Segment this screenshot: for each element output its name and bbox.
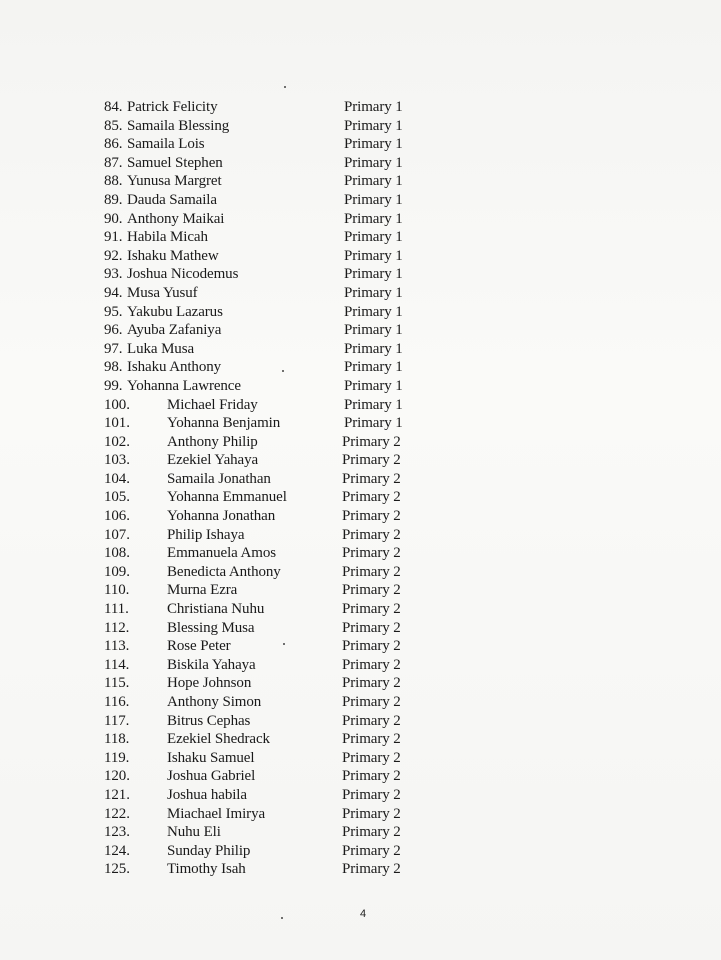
pupil-name: Sunday Philip bbox=[167, 842, 251, 859]
class-level: Primary 2 bbox=[342, 489, 401, 506]
scan-speck bbox=[281, 917, 283, 919]
class-level: Primary 1 bbox=[344, 247, 403, 264]
entry-number: 125. bbox=[104, 861, 130, 878]
class-level: Primary 1 bbox=[344, 117, 403, 134]
pupil-name: Christiana Nuhu bbox=[167, 601, 265, 618]
class-level: Primary 1 bbox=[344, 191, 403, 208]
class-level: Primary 2 bbox=[342, 712, 401, 729]
list-item bbox=[0, 321, 721, 340]
entry-number: 86. bbox=[104, 136, 123, 153]
list-item bbox=[0, 98, 721, 117]
class-level: Primary 2 bbox=[342, 824, 401, 841]
entry-number: 113. bbox=[104, 638, 130, 655]
entry-number: 123. bbox=[104, 824, 130, 841]
list-item bbox=[0, 414, 721, 433]
pupil-name: Ezekiel Yahaya bbox=[167, 452, 259, 469]
list-item bbox=[0, 730, 721, 749]
pupil-name: Miachael Imirya bbox=[167, 805, 266, 822]
list-item bbox=[0, 228, 721, 247]
class-level: Primary 2 bbox=[342, 805, 401, 822]
pupil-name: Samaila Lois bbox=[127, 136, 205, 153]
list-item bbox=[0, 433, 721, 452]
pupil-name: Rose Peter bbox=[167, 638, 231, 655]
pupil-name: Bitrus Cephas bbox=[167, 712, 251, 729]
list-item bbox=[0, 451, 721, 470]
entry-number: 94. bbox=[104, 284, 123, 301]
list-item bbox=[0, 693, 721, 712]
pupil-name: Ishaku Samuel bbox=[167, 749, 255, 766]
pupil-name: Dauda Samaila bbox=[127, 191, 217, 208]
list-item bbox=[0, 340, 721, 359]
entry-number: 91. bbox=[104, 229, 123, 246]
pupil-name: Musa Yusuf bbox=[127, 284, 198, 301]
list-item bbox=[0, 210, 721, 229]
pupil-name: Yohanna Lawrence bbox=[127, 377, 241, 394]
entry-number: 122. bbox=[104, 805, 130, 822]
class-level: Primary 1 bbox=[344, 136, 403, 153]
entry-number: 99. bbox=[104, 377, 123, 394]
list-item bbox=[0, 135, 721, 154]
class-level: Primary 1 bbox=[344, 322, 403, 339]
list-item bbox=[0, 470, 721, 489]
list-item bbox=[0, 656, 721, 675]
list-item bbox=[0, 488, 721, 507]
entry-number: 115. bbox=[104, 675, 130, 692]
pupil-name: Luka Musa bbox=[127, 340, 195, 357]
class-level: Primary 2 bbox=[342, 619, 401, 636]
class-level: Primary 2 bbox=[342, 656, 401, 673]
entry-number: 95. bbox=[104, 303, 123, 320]
pupil-name: Habila Micah bbox=[127, 229, 208, 246]
class-level: Primary 1 bbox=[344, 396, 403, 413]
pupil-name: Joshua Gabriel bbox=[167, 768, 256, 785]
entry-number: 104. bbox=[104, 470, 130, 487]
class-level: Primary 1 bbox=[344, 229, 403, 246]
class-level: Primary 1 bbox=[344, 154, 403, 171]
class-level: Primary 1 bbox=[344, 303, 403, 320]
pupil-name: Anthony Maikai bbox=[127, 210, 225, 227]
page-number: 4 bbox=[360, 908, 367, 920]
entry-number: 97. bbox=[104, 340, 123, 357]
entry-number: 120. bbox=[104, 768, 130, 785]
list-item bbox=[0, 823, 721, 842]
list-item bbox=[0, 247, 721, 266]
list-item bbox=[0, 154, 721, 173]
list-item bbox=[0, 749, 721, 768]
class-level: Primary 1 bbox=[344, 415, 403, 432]
pupil-name: Michael Friday bbox=[167, 396, 258, 413]
pupil-name: Murna Ezra bbox=[167, 582, 238, 599]
list-item bbox=[0, 358, 721, 377]
pupil-name: Samaila Jonathan bbox=[167, 470, 271, 487]
entry-number: 106. bbox=[104, 508, 130, 525]
class-level: Primary 2 bbox=[342, 433, 401, 450]
entry-number: 98. bbox=[104, 359, 123, 376]
entry-number: 116. bbox=[104, 694, 130, 710]
pupil-name: Philip Ishaya bbox=[167, 526, 245, 543]
pupil-name: Timothy Isah bbox=[167, 861, 246, 878]
class-level: Primary 1 bbox=[344, 359, 403, 376]
entry-number: 121. bbox=[104, 786, 130, 803]
pupil-name: Nuhu Eli bbox=[167, 824, 221, 841]
class-level: Primary 2 bbox=[342, 675, 401, 692]
class-level: Primary 2 bbox=[342, 508, 401, 525]
entry-number: 96. bbox=[104, 322, 123, 339]
list-item bbox=[0, 860, 721, 879]
pupil-name: Ezekiel Shedrack bbox=[167, 731, 270, 748]
class-level: Primary 1 bbox=[344, 284, 403, 301]
entry-number: 100. bbox=[104, 396, 130, 413]
pupil-name: Joshua habila bbox=[167, 786, 247, 803]
class-level: Primary 2 bbox=[342, 638, 401, 655]
pupil-name: Anthony Philip bbox=[167, 433, 258, 450]
list-item bbox=[0, 396, 721, 415]
entry-number: 112. bbox=[104, 619, 130, 636]
class-level: Primary 2 bbox=[342, 749, 401, 766]
entry-number: 119. bbox=[104, 749, 130, 766]
pupil-name: Emmanuela Amos bbox=[167, 545, 276, 562]
list-item bbox=[0, 805, 721, 824]
entry-number: 93. bbox=[104, 266, 123, 283]
list-item bbox=[0, 507, 721, 526]
class-level: Primary 2 bbox=[342, 526, 401, 543]
list-item bbox=[0, 767, 721, 786]
pupil-name: Benedicta Anthony bbox=[167, 563, 281, 580]
list-item bbox=[0, 674, 721, 693]
pupil-name: Blessing Musa bbox=[167, 619, 255, 636]
list-item bbox=[0, 581, 721, 600]
entry-number: 107. bbox=[104, 526, 130, 543]
pupil-name: Ishaku Anthony bbox=[127, 359, 222, 376]
list-item bbox=[0, 377, 721, 396]
entry-number: 103. bbox=[104, 452, 130, 469]
pupil-name: Ishaku Mathew bbox=[127, 247, 219, 264]
entry-number: 108. bbox=[104, 545, 130, 562]
pupil-name: Samaila Blessing bbox=[127, 117, 230, 134]
class-level: Primary 2 bbox=[342, 545, 401, 562]
class-level: Primary 1 bbox=[344, 173, 403, 190]
list-item bbox=[0, 712, 721, 731]
class-level: Primary 1 bbox=[344, 266, 403, 283]
entry-number: 109. bbox=[104, 563, 130, 580]
entry-number: 111. bbox=[104, 601, 129, 618]
pupil-list bbox=[0, 98, 721, 879]
class-level: Primary 2 bbox=[342, 694, 401, 710]
pupil-name: Hope Johnson bbox=[167, 675, 252, 692]
scan-speck bbox=[284, 86, 286, 88]
pupil-name: Samuel Stephen bbox=[127, 154, 223, 171]
list-item bbox=[0, 117, 721, 136]
entry-number: 105. bbox=[104, 489, 130, 506]
list-item bbox=[0, 637, 721, 656]
entry-number: 84. bbox=[104, 99, 123, 115]
list-item bbox=[0, 526, 721, 545]
entry-number: 88. bbox=[104, 173, 123, 190]
class-level: Primary 2 bbox=[342, 842, 401, 859]
entry-number: 101. bbox=[104, 415, 130, 432]
list-item bbox=[0, 303, 721, 322]
list-item bbox=[0, 544, 721, 563]
pupil-name: Patrick Felicity bbox=[127, 99, 218, 115]
pupil-name: Joshua Nicodemus bbox=[127, 266, 239, 283]
entry-number: 117. bbox=[104, 712, 130, 729]
pupil-name: Ayuba Zafaniya bbox=[127, 322, 222, 339]
class-level: Primary 1 bbox=[344, 99, 403, 115]
list-item bbox=[0, 842, 721, 861]
class-level: Primary 2 bbox=[342, 470, 401, 487]
entry-number: 85. bbox=[104, 117, 123, 134]
pupil-name: Anthony Simon bbox=[167, 694, 262, 710]
entry-number: 102. bbox=[104, 433, 130, 450]
pupil-name: Yunusa Margret bbox=[127, 173, 222, 190]
list-item bbox=[0, 191, 721, 210]
pupil-name: Yohanna Benjamin bbox=[167, 415, 281, 432]
pupil-name: Yohanna Emmanuel bbox=[167, 489, 287, 506]
class-level: Primary 1 bbox=[344, 377, 403, 394]
list-item bbox=[0, 265, 721, 284]
class-level: Primary 2 bbox=[342, 731, 401, 748]
list-item bbox=[0, 563, 721, 582]
list-item bbox=[0, 786, 721, 805]
class-level: Primary 2 bbox=[342, 601, 401, 618]
class-level: Primary 1 bbox=[344, 340, 403, 357]
class-level: Primary 2 bbox=[342, 768, 401, 785]
entry-number: 87. bbox=[104, 154, 123, 171]
list-item bbox=[0, 600, 721, 619]
entry-number: 90. bbox=[104, 210, 123, 227]
entry-number: 110. bbox=[104, 582, 130, 599]
entry-number: 92. bbox=[104, 247, 123, 264]
class-level: Primary 2 bbox=[342, 582, 401, 599]
entry-number: 89. bbox=[104, 191, 123, 208]
pupil-name: Biskila Yahaya bbox=[167, 656, 256, 673]
entry-number: 114. bbox=[104, 656, 130, 673]
list-item bbox=[0, 284, 721, 303]
pupil-name: Yohanna Jonathan bbox=[167, 508, 276, 525]
list-item bbox=[0, 172, 721, 191]
class-level: Primary 2 bbox=[342, 563, 401, 580]
class-level: Primary 1 bbox=[344, 210, 403, 227]
list-item bbox=[0, 619, 721, 638]
entry-number: 118. bbox=[104, 731, 130, 748]
class-level: Primary 2 bbox=[342, 861, 401, 878]
class-level: Primary 2 bbox=[342, 786, 401, 803]
class-level: Primary 2 bbox=[342, 452, 401, 469]
pupil-name: Yakubu Lazarus bbox=[127, 303, 223, 320]
entry-number: 124. bbox=[104, 842, 130, 859]
